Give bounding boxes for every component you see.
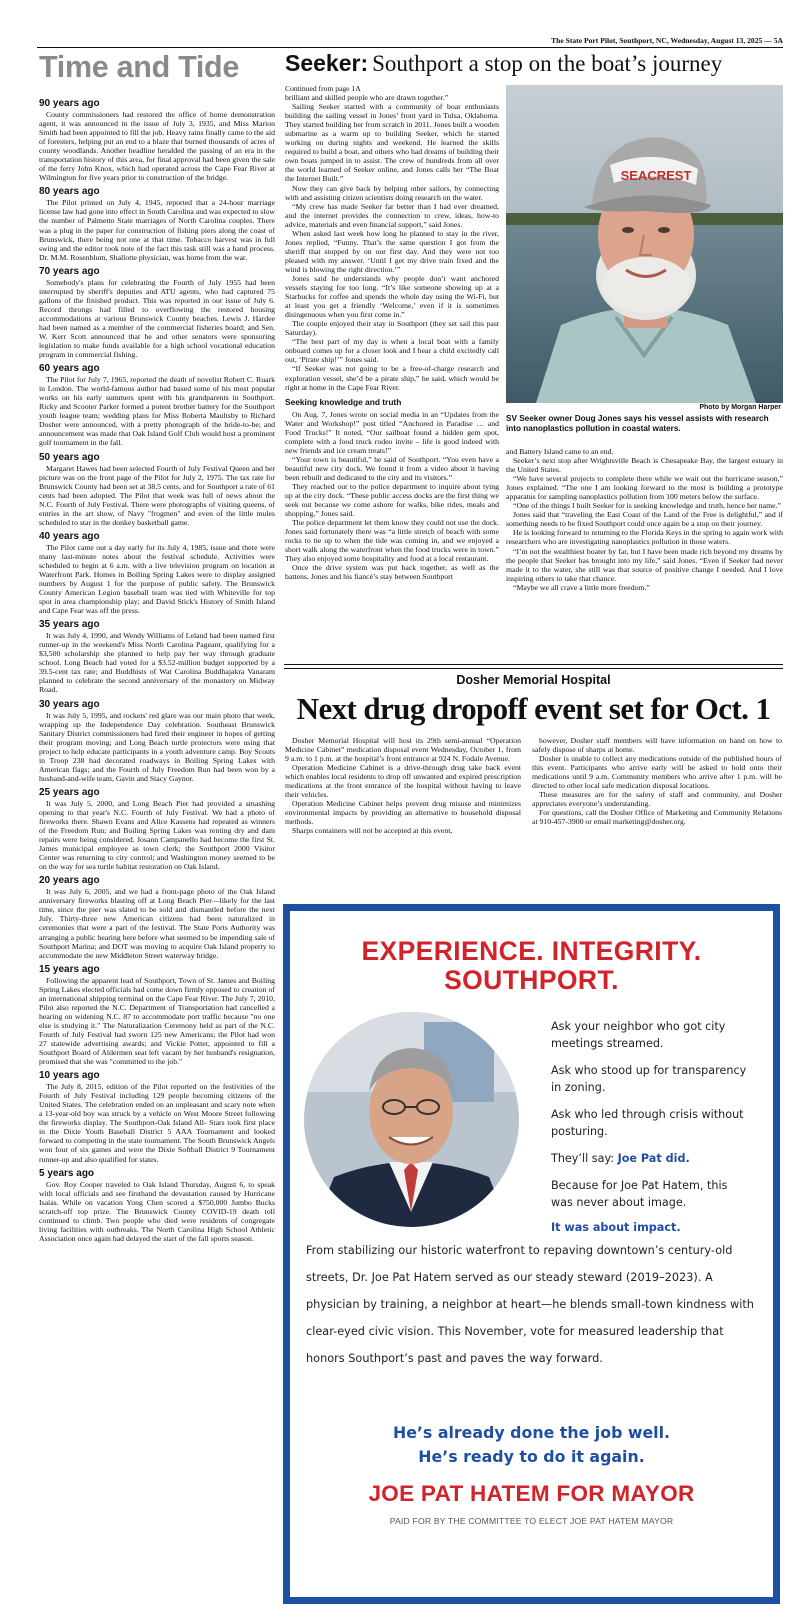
- seeker-owner-photo: [506, 85, 783, 403]
- time-and-tide-title: Time and Tide: [39, 50, 240, 84]
- dosher-headline: Next drug dropoff event set for Oct. 1: [296, 691, 771, 726]
- time-and-tide-heading: 20 years ago: [39, 875, 100, 887]
- seeker-paragraph: Once the drive system was put back together, as well as the battens, Jones and his fiancé’s stay between Southport: [285, 563, 499, 582]
- dosher-column-1: [285, 736, 521, 896]
- time-and-tide-entry: [39, 699, 275, 783]
- time-and-tide-text: The Pilot came out a day early for its July 4, 1985, issue and there were many last-minute notes about the festival schedule. Activities were scheduled to begin at 6 a.m. with a live television program on location at Waterfront Park. Homes in Boiling Spring Lakes were to display assigned numbers by August 1 for the purpose of public safety. The Brunswick County American Legion baseball team was tied with Whiteville for top spot in area championship play; and David Stick's History of Smith Island and Cape Fear was off the press.: [39, 542, 275, 616]
- dosher-paragraph: Dosher Memorial Hospital will host its 29th semi-annual “Operation Medicine Cabinet” medication disposal event Wednesday, October 1, from 9 a.m. to 1 p.m. at the hospital’s front entrance at 924 N. Fodale Avenue.: [285, 736, 521, 764]
- ad-message-list: [551, 1018, 751, 1246]
- seeker-paragraph: brilliant and skilled people who are drawn together.”: [285, 93, 449, 103]
- time-and-tide-heading: 50 years ago: [39, 451, 100, 463]
- political-ad: [283, 904, 780, 1604]
- time-and-tide-entry: [39, 186, 275, 261]
- seeker-jump-line: Continued from page 1A: [285, 84, 361, 93]
- seeker-paragraph: “Maybe we all crave a little more freedom.”: [513, 582, 650, 592]
- ad-tagline: [290, 1421, 773, 1469]
- ad-body-copy: From stabilizing our historic waterfront to repaving downtown’s century-old streets, Dr. Joe Pat Hatem served as our steady steward (2019–2023). A physician by training, a neighbor at heart—he blends small-town kindness with clear-eyed civic vision. This November, vote for measured leadership that honors Southport’s past and paves the way forward.: [306, 1244, 754, 1365]
- time-and-tide-heading: 80 years ago: [39, 186, 100, 198]
- seeker-paragraph: “Your town is beautiful,” he said of Southport. “You even have a beautiful new city dock. We found it from a video about it having been rebuilt and dedicated to the city and its visitors.”: [285, 454, 499, 482]
- ad-because: Because for Joe Pat Hatem, this was never about image.: [551, 1179, 728, 1209]
- time-and-tide-text: It was July 4, 1990, and Wendy Williams of Leland had been named first runner-up in the weekend's Miss North Carolina Pageant, qualifying for a $3,500 scholarship she planned to help pay her way through graduate school. Long Beach had voted for a $3.52-million budget supported by a 39.5-cent tax rate; and Buddhists of Wat Carolina Buddhajakra Vanaram planned to celebrate the second anniversary of the monastery on Midway Road.: [39, 631, 275, 695]
- time-and-tide-entry: [39, 964, 275, 1066]
- seeker-col1-paragraphs: [285, 93, 499, 392]
- seeker-paragraph: Jones said he understands why people don’t want anchored vessels staying for too long. “It’s like someone showing up at a Starbucks for coffee and spends the whole day using the Wi-Fi, but at least you get a friendly ‘Welcome,’ even if it is sometimes disingenuous when you first come in.”: [285, 273, 499, 320]
- seeker-paragraph: When asked last week how long he planned to stay in the river, Jones replied, “Funny. That’s the same question I got from the sheriff that stopped by on our first day. And they were not too pleased with my answer. ‘Until I get my drive train fixed and the wind is blowing the right direction.’”: [285, 228, 499, 274]
- time-and-tide-text: It was July 5, 2000, and Long Beach Pier had provided a smashing opening to that year's N.C. Fourth of July Festival. We had a photo of fireworks there. Shawn Evans and Alice Kassens had repeated as winners of the Freedom Run; and Boiling Spring Lakes was renting dry and dam repairs were being considered. Josann Campanello had become the first St. James municipal employee as town clerk; the Southport 2000 Visitor Center was returning to city control; and Washington money seemed to be on the way for sea turtle habitat restoration on Oak Island.: [39, 798, 275, 872]
- seeker-paragraph: Now they can give back by helping other sailors, by connecting with and assisting citizen scientists doing research on the water.: [285, 183, 499, 202]
- seeker-paragraph: and Battery Island came to an end.: [506, 447, 614, 456]
- seeker-paragraph: The couple enjoyed their stay in Southport (they set sail this past Saturday).: [285, 319, 499, 338]
- time-and-tide-heading: 35 years ago: [39, 619, 100, 631]
- time-and-tide-text: County commissioners had restored the office of home demonstration agent, it was announced in the issue of July 3, 1935, and Miss Marion Smith had been appointed to fill the job. Heavy rains finally came to the aid of foresters, helping put an end to a blaze that burned thousands of acres of county woodlands. Another headline heralded the passing of an era in the transportation history of this area, for final approval had been given the sale of the ferry John Knox, which had operated across the Cape Fear River at Wilmington for five years prior to construction of the bridge.: [39, 110, 275, 183]
- time-and-tide-heading: 5 years ago: [39, 1167, 95, 1179]
- seeker-paragraph: He is looking forward to returning to the Florida Keys in the spring to again work with researchers who are investigating nanoplastics pollution in those waters.: [506, 528, 783, 547]
- time-and-tide-entry: [39, 619, 275, 694]
- time-and-tide-text: The July 8, 2015, edition of the Pilot reported on the festivities of the Fourth of July Festival including 129 people becoming citizens of the United States. The celebration ended on an unpleasant and scary note when a 13-year-old boy was struck by a vehicle on West Moore Street following the fireworks display. The Southport-Oak Island All- Stars took first place in the Dixie Youth Baseball District 5 AAA Tournament and looked forward to competing in the state tournament. The South Brunswick Angels won four of six games and were the Dixie Softball District 9 Tournament runner-up and also qualified for states.: [39, 1082, 275, 1164]
- time-and-tide-entry: [39, 1070, 275, 1163]
- dosher-paragraph: These measures are for the safety of staff and community, and Dosher appreciates everyone’s understanding.: [532, 790, 782, 809]
- time-and-tide-text: Gov. Roy Cooper traveled to Oak Island Thursday, August 6, to speak with local officials and see firsthand the devastation caused by Hurricane Isaias. While on vacation Yong Chen scored a $750,000 Jumbo Bucks scratch-off top prize. The Brunswick County COVID-19 death toll continued to climb. Two people who died were residents of congregate living facilities with outbreaks. The North Carolina High School Athletic Association once again had delayed the start of the fall sports season.: [39, 1179, 275, 1243]
- ad-line-1: Ask your neighbor who got city meetings streamed.: [551, 1020, 726, 1050]
- ad-headline-line-1: EXPERIENCE. INTEGRITY.: [361, 936, 702, 966]
- ad-say-name: Joe Pat did.: [617, 1152, 690, 1165]
- photo-credit: Photo by Morgan Harper: [699, 404, 781, 411]
- time-and-tide-entry: [39, 1168, 275, 1243]
- ad-line-3: Ask who led through crisis without posturing.: [551, 1108, 744, 1138]
- time-and-tide-text: The Pilot for July 7, 1965, reported the death of novelist Robert C. Ruark in London. The world-famous author had based some of his most popular works on his early summers spent with his grandparents in Southport. Ricky and Scooter Parker formed a potent brother battery for the Southport youth league team; wedding plans for Miss Roberta Maultsby to Richard Dosher were announced, with a pretty photograph of the bride-to-be; and announcement was made that Oak Island Golf Club would host a prominent golf tournament in the fall.: [39, 375, 275, 448]
- seeker-paragraph: “We have several projects to complete there while we wait out the hurricane season,” Jones explained. “The one I am looking forward to the most is building a prototype apparatus for sampling nanoplastics pollution from 100 meters below the surface.: [506, 474, 783, 502]
- time-and-tide-entry: [39, 452, 275, 527]
- seeker-photo-illustration: [506, 85, 783, 403]
- time-and-tide-column: [39, 96, 275, 1616]
- time-and-tide-entry: [39, 875, 275, 959]
- photo-caption: SV Seeker owner Doug Jones says his vessel assists with research into nanoplastics pollution in coastal waters.: [506, 414, 769, 433]
- time-and-tide-entry: [39, 98, 275, 182]
- seeker-paragraph: Sailing Seeker started with a community of boat enthusiasts building the sailing vessel in Jones’ front yard in Tulsa, Oklahoma. They started building her from scratch in 2011. Jones built a wooden submarine as a warm up to building Seeker, which he started working on during nights and weekend. He learned the skills required to build a boat, and others who had dreams of building their own boats jumped in to assist. The crew of hundreds from all over the world learned of Seeker online, and Jones calls her “The Boat the Internet Built.”: [285, 102, 499, 184]
- time-and-tide-heading: 60 years ago: [39, 363, 100, 375]
- time-and-tide-text: It was July 5, 1995, and rockets' red glare was our main photo that week, wrapping up the Independence Day celebration. Southeast Brunswick Sanitary District commissioners had fired their engineer in hopes of getting their program moving; and Long Beach turtle protectors were using that project to help educate participants in a youth adventure camp. Boy Scouts in Troop 238 had decorated roadways in Boiling Spring Lakes with American flags; and the Fourth of July Freedom Run had been won by a husband-and-wife team, Gavin and Stacy Gaynor.: [39, 710, 275, 783]
- ad-say-prefix: They’ll say:: [551, 1152, 618, 1165]
- dosher-paragraph: Sharps containers will not be accepted at this event,: [292, 826, 453, 836]
- ad-tagline-2: He’s ready to do it again.: [418, 1447, 645, 1466]
- time-and-tide-text: Following the apparent lead of Southport, Town of St. James and Boiling Spring Lakes elected officials had come down firmly opposed to creation of an international shipping terminal on the Cape Fear River. The July 7, 2010, Pilot also reported the N.C. Department of Transportation had cancelled a hearing on widening N.C. 87 to accommodate port traffic because "no one else is studying it." The Naturalization Ceremony held as part of the N.C. Fourth of July Festival had sworn 125 new Americans; the Pilot had won 27 statewide advertising awards; and Vickie Potter, appointed to fill a Southport Board of Aldermen seat left vacant by her husband's resignation, promised that she was "committed to the job.": [39, 975, 275, 1067]
- time-and-tide-text: It was July 6, 2005, and we had a front-page photo of the Oak Island anniversary fireworks blasting off at Long Beach Pier—likely for the last time, since the pier was slated to be sold and dismantled before the next July. Thirty-three new American citizens had been naturalized in ceremonies that were a part of the festival. The State Ports Authority was arranging a public hearing here before what seemed to be impending sale of Southport Marina; and DOT was moving to acquire Oak Island property to accommodate the new Middleton Street waterway bridge.: [39, 887, 275, 960]
- ad-tagline-1: He’s already done the job well.: [392, 1423, 671, 1442]
- seeker-paragraph: On Aug. 7, Jones wrote on social media in an “Updates from the Water and Workshop!” post titled “Anchored in Paradise … and Food Trucks!” It noted, “Our sailboat found a hidden gem spot, complete with a food truck rodeo invite – life is good indeed with new friends and ice cream treats!”: [285, 409, 499, 455]
- time-and-tide-entry: [39, 363, 275, 447]
- candidate-portrait: [304, 1012, 519, 1227]
- time-and-tide-heading: 15 years ago: [39, 963, 100, 975]
- dosher-paragraph: Operation Medicine Cabinet is a drive-through drug take back event which enables local residents to drop off unwanted and expired prescription medications at the front entrance of the hospital without having to leave their vehicles.: [285, 763, 521, 800]
- dosher-paragraph: however, Dosher staff members will have information on hand on how to safely dispose of sharps at home.: [532, 736, 782, 755]
- top-rule: [37, 47, 783, 48]
- ad-paid-for: PAID FOR BY THE COMMITTEE TO ELECT JOE PAT HATEM MAYOR: [389, 1516, 674, 1526]
- seeker-column-1: [285, 84, 499, 659]
- seeker-paragraph: Jones said that “traveling the East Coast of the Land of the Free is delightful,” and if something needs to be fixed Southport could once again be a stop on their journey.: [506, 510, 783, 529]
- dosher-paragraph: For questions, call the Dosher Office of Marketing and Community Relations at 910-457-3900 or email marketing@dosher.org.: [532, 808, 782, 827]
- seeker-col1b-paragraphs: [285, 410, 499, 582]
- seeker-kicker: Seeker:: [285, 50, 369, 76]
- time-and-tide-entry: [39, 531, 275, 615]
- time-and-tide-heading: 40 years ago: [39, 530, 100, 542]
- seeker-paragraph: “One of the things I built Seeker for is seeking knowledge and truth, hence her name.”: [513, 501, 781, 511]
- seeker-paragraph: “If Seeker was not going to be a free-of-charge research and exploration vessel, she’d be a pirate ship,” he said, which would be right at home in the Cape Fear River.: [285, 364, 499, 392]
- ad-impact: It was about impact.: [551, 1221, 681, 1234]
- time-and-tide-text: Somebody's plans for celebrating the Fourth of July 1955 had been interrupted by sheriff's deputies and ATU agents, who had captured 75 gallons of the finished product. This was reported in our issue of July 6. Record throngs had filled to overflowing the restored housing accommodations at various Brunswick County beaches. Lewis J. Hardee had been named as a member of the commercial fisheries board; and Sen. W. Kerr Scott announced that he and other senators were sponsoring legislation to make funds available for a high school vocational education program in commercial fishing.: [39, 277, 275, 360]
- time-and-tide-entry: [39, 266, 275, 359]
- seeker-paragraph: “My crew has made Seeker far better than I had ever dreamed, and the internet provides the connection to crew, ideas, how-to advice, materials and even financial support,” said Jones.: [285, 201, 499, 229]
- time-and-tide-heading: 30 years ago: [39, 698, 100, 710]
- ad-candidate-name: JOE PAT HATEM FOR MAYOR: [368, 1481, 695, 1506]
- seeker-subhead: Seeking knowledge and truth: [285, 396, 402, 407]
- svg-text:SEACREST: SEACREST: [620, 168, 692, 183]
- time-and-tide-heading: 10 years ago: [39, 1070, 100, 1082]
- seeker-headline-text: Southport a stop on the boat’s journey: [372, 51, 723, 76]
- time-and-tide-heading: 70 years ago: [39, 265, 100, 277]
- dosher-column-2: [532, 736, 782, 896]
- seeker-col2-paragraphs: [506, 447, 783, 592]
- candidate-portrait-illustration: [304, 1012, 519, 1227]
- time-and-tide-text: Margaret Hawes had been selected Fourth of July Festival Queen and her picture was on the front page of the Pilot for July 2, 1975. The tax rate for Brunswick County had been set at 38.5 cents, and for Southport a rate of 61 cents had been adopted. The Pilot that week was full of news about the N.C. Fourth of July Festival. There were photographs of visiting queens, of entries in the art show, of Navy "frogmen" and even of the little mules scheduled to star in the donkey basketball game.: [39, 463, 275, 527]
- time-and-tide-heading: 25 years ago: [39, 786, 100, 798]
- ad-theyll-say: [551, 1150, 751, 1167]
- time-and-tide-entry: [39, 787, 275, 871]
- ad-line-2: Ask who stood up for transparency in zoning.: [551, 1064, 747, 1094]
- dosher-paragraph: Operation Medicine Cabinet helps prevent drug misuse and minimizes environmental impacts by providing an alternative to household disposal methods.: [285, 799, 521, 827]
- dosher-kicker: Dosher Memorial Hospital: [456, 673, 611, 687]
- ad-headline: [290, 937, 773, 994]
- seeker-paragraph: Seeker’s next stop after Wrightsville Beach is Chesapeake Bay, the largest estuary in the United States.: [506, 456, 783, 475]
- ad-headline-line-2: SOUTHPORT.: [444, 964, 619, 995]
- seeker-column-2: [506, 447, 783, 662]
- seeker-paragraph: “The best part of my day is when a local boat with a family onboard comes up for a closer look and I hear a child excitedly call out, ‘Pirate ship!’” Jones said.: [285, 337, 499, 365]
- seeker-paragraph: The police department let them know they could not use the dock. Jones said fortunately there was “a little stretch of beach with some rocks to tie up to when the tide was coming in, and we enjoyed a short walk along the waterfront when the food trucks were in town.” They also enjoyed some hospitality and food at a local restaurant.: [285, 518, 499, 564]
- seeker-headline: [285, 50, 722, 77]
- page-folio: The State Port Pilot, Southport, NC, Wednesday, August 13, 2025 — 5A: [551, 36, 783, 45]
- time-and-tide-text: The Pilot printed on July 4, 1945, reported that a 24-hour marriage license law had gone into effect in South Carolina and was expected to slow the number of Palmetto State marriages of North Carolina couples. There was a plug in the paper for construction of fishing piers along the coast of Brunswick, there being not one at that time. Tobacco harvest was in full swing and the editor took note of the fact this task still was a hand process. Dr. M.M. Rosenblum, Shallotte physician, was home from the war.: [39, 198, 275, 262]
- dosher-paragraph: Dosher is unable to collect any medications outside of the published hours of this event. Participants who arrive early will be asked to hold onto their medications until 9 a.m. Community members who arrive after 1 p.m. will be directed to other local safe medication disposal locations.: [532, 754, 782, 791]
- seeker-paragraph: They reached out to the police department to inquire about tying up at the city dock. “These public access docks are the first thing we seek out because we come ashore for walks, bike rides, meals and shopping,” Jones said.: [285, 482, 499, 519]
- time-and-tide-heading: 90 years ago: [39, 98, 100, 109]
- section-double-rule: [284, 664, 783, 669]
- seeker-paragraph: “I’m not the wealthiest boater by far, but I have been made rich beyond my dreams by the people that Seeker has brought into my life,” said Jones. “Even if Seeker had never made it to the water, she still was that source of positive change I needed. And I love inspiring others to take that chance.: [506, 546, 783, 583]
